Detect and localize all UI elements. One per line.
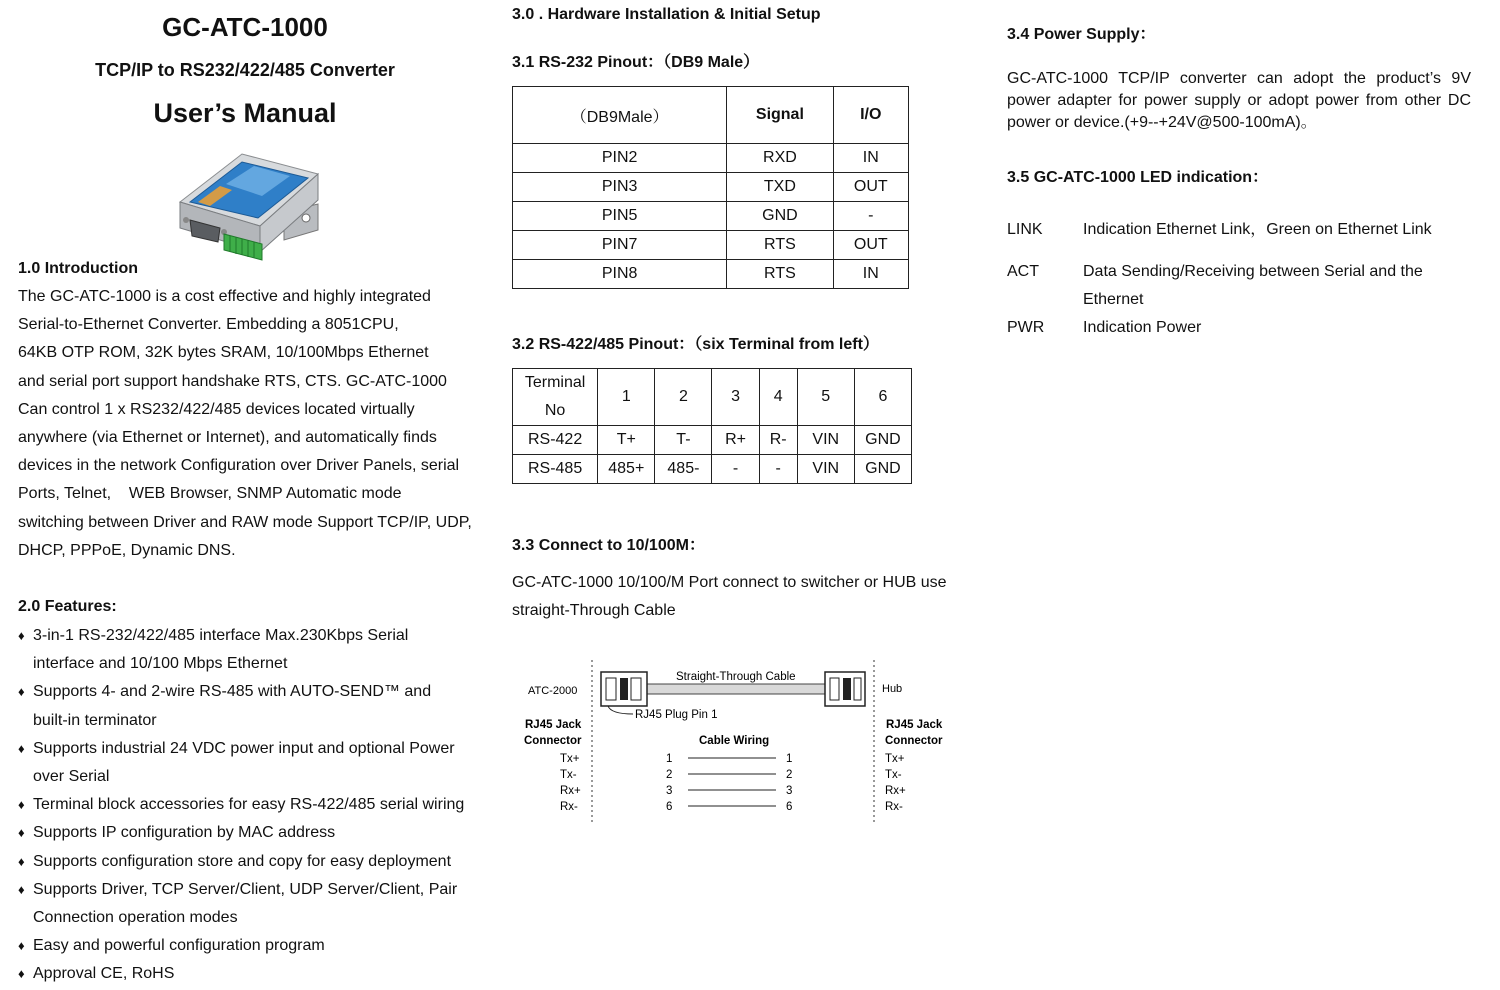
table-cell: RS-422 bbox=[513, 426, 598, 455]
table-cell: VIN bbox=[797, 426, 854, 455]
column-header: Terminal No bbox=[513, 369, 598, 426]
led-indication-heading: 3.5 GC-ATC-1000 LED indication： bbox=[1007, 169, 1269, 186]
column-header: 1 bbox=[598, 369, 655, 426]
intro-line: Ports, Telnet, WEB Browser, SNMP Automatic mode bbox=[18, 485, 402, 503]
feature-item: ♦ 3-in-1 RS-232/422/485 interface Max.230Kbps Serial interface and 10/100 Mbps Ethernet bbox=[18, 622, 488, 678]
table-row bbox=[513, 455, 912, 484]
column-header: 6 bbox=[854, 369, 911, 426]
table-cell: RS-485 bbox=[513, 455, 598, 484]
hardware-setup-heading: 3.0 . Hardware Installation & Initial Setup bbox=[512, 6, 821, 23]
left-device-label: ATC-2000 bbox=[528, 685, 578, 697]
table-cell: PIN8 bbox=[513, 260, 727, 289]
cable-label: Straight-Through Cable bbox=[676, 671, 796, 683]
right-signal-label: Tx- bbox=[885, 769, 902, 781]
document-title: GC-ATC-1000 bbox=[162, 12, 328, 42]
column-header: I/O bbox=[833, 87, 908, 144]
right-rj45-plug-icon bbox=[825, 672, 865, 706]
right-signal-label: Rx- bbox=[885, 801, 903, 813]
right-pin-number: 6 bbox=[786, 801, 793, 813]
introduction-text bbox=[18, 283, 488, 565]
left-pin-number: 1 bbox=[666, 753, 673, 765]
table-cell: VIN bbox=[797, 455, 854, 484]
rs485-pinout-table bbox=[512, 368, 912, 484]
rs485-pinout-heading: 3.2 RS-422/485 Pinout：（six Terminal from left） bbox=[512, 336, 879, 353]
left-pin-number: 3 bbox=[666, 785, 673, 797]
right-device-label: Hub bbox=[882, 683, 903, 695]
table-cell: RTS bbox=[727, 260, 833, 289]
column-header: 3 bbox=[712, 369, 759, 426]
intro-line: switching between Driver and RAW mode Support TCP/IP, UDP, bbox=[18, 513, 472, 531]
intro-line: and serial port support handshake RTS, CTS. GC-ATC-1000 bbox=[18, 372, 447, 390]
intro-line: The GC-ATC-1000 is a cost effective and highly integrated bbox=[18, 288, 431, 305]
table-cell: 485- bbox=[655, 455, 712, 484]
manual-heading: User’s Manual bbox=[153, 98, 337, 128]
feature-item: ♦ Supports IP configuration by MAC address bbox=[18, 819, 488, 847]
intro-line: devices in the network Configuration over Driver Panels, serial bbox=[18, 457, 460, 475]
led-description: Indication Power bbox=[1083, 319, 1202, 336]
column-header: Signal bbox=[727, 87, 833, 144]
left-connector-label: Connector bbox=[524, 735, 582, 747]
left-connector-label: RJ45 Jack bbox=[525, 719, 582, 731]
led-description: Indication Ethernet Link，Green on Ethernet Link bbox=[1083, 221, 1432, 238]
power-supply-heading: 3.4 Power Supply： bbox=[1007, 26, 1156, 43]
intro-line: Can control 1 x RS232/422/485 devices located virtually bbox=[18, 400, 415, 418]
cable-icon bbox=[647, 684, 825, 694]
rs232-pinout-table bbox=[512, 86, 909, 289]
table-cell: - bbox=[712, 455, 759, 484]
left-signal-label: Rx- bbox=[560, 801, 578, 813]
table-cell: TXD bbox=[727, 173, 833, 202]
left-pin-number: 2 bbox=[666, 769, 673, 781]
right-connector-label: RJ45 Jack bbox=[886, 719, 943, 731]
document-subtitle: TCP/IP to RS232/422/485 Converter bbox=[95, 60, 395, 80]
table-cell: OUT bbox=[833, 173, 908, 202]
table-cell: GND bbox=[727, 202, 833, 231]
led-key-link: LINK bbox=[1007, 221, 1043, 238]
table-cell: - bbox=[833, 202, 908, 231]
table-cell: R+ bbox=[712, 426, 759, 455]
table-cell: RXD bbox=[727, 144, 833, 173]
device-photo bbox=[176, 152, 322, 264]
left-signal-label: Rx+ bbox=[560, 785, 581, 797]
feature-item: ♦ Supports industrial 24 VDC power input and optional Power over Serial bbox=[18, 735, 488, 791]
table-cell: GND bbox=[854, 455, 911, 484]
table-header-row bbox=[513, 369, 912, 426]
table-cell: RTS bbox=[727, 231, 833, 260]
led-description: Data Sending/Receiving between Serial and the Ethernet bbox=[1083, 263, 1423, 308]
features-heading: 2.0 Features: bbox=[18, 598, 117, 615]
intro-line: DHCP, PPPoE, Dynamic DNS. bbox=[18, 541, 236, 559]
table-cell: - bbox=[759, 455, 797, 484]
right-pin-number: 3 bbox=[786, 785, 793, 797]
table-row bbox=[513, 144, 909, 173]
column-header: 5 bbox=[797, 369, 854, 426]
led-key-pwr: PWR bbox=[1007, 319, 1045, 336]
table-cell: OUT bbox=[833, 231, 908, 260]
table-cell: T- bbox=[655, 426, 712, 455]
table-row bbox=[513, 260, 909, 289]
cable-wiring-diagram bbox=[505, 656, 975, 826]
connect-heading: 3.3 Connect to 10/100M： bbox=[512, 537, 705, 554]
right-signal-label: Rx+ bbox=[885, 785, 906, 797]
plug-pin-label: RJ45 Plug Pin 1 bbox=[635, 709, 718, 721]
table-cell: T+ bbox=[598, 426, 655, 455]
feature-item: ♦ Approval CE, RoHS bbox=[18, 960, 488, 988]
left-pin-number: 6 bbox=[666, 801, 673, 813]
left-rj45-plug-icon bbox=[601, 672, 647, 706]
table-cell: 485+ bbox=[598, 455, 655, 484]
intro-line: anywhere (via Ethernet or Internet), and automatically finds bbox=[18, 429, 437, 447]
column-header: 2 bbox=[655, 369, 712, 426]
rs232-pinout-heading: 3.1 RS-232 Pinout：（DB9 Male） bbox=[512, 54, 760, 71]
feature-item: ♦ Supports 4- and 2-wire RS-485 with AUTO-SEND™ and built-in terminator bbox=[18, 678, 488, 734]
table-cell: R- bbox=[759, 426, 797, 455]
right-connector-label: Connector bbox=[885, 735, 943, 747]
table-cell: IN bbox=[833, 144, 908, 173]
connect-text: GC-ATC-1000 10/100/M Port connect to switcher or HUB use straight-Through Cable bbox=[512, 574, 947, 620]
table-row bbox=[513, 231, 909, 260]
right-signal-label: Tx+ bbox=[885, 753, 905, 765]
column-header: （DB9Male） bbox=[513, 87, 727, 144]
cable-wiring-label: Cable Wiring bbox=[699, 735, 770, 747]
right-pin-number: 2 bbox=[786, 769, 793, 781]
table-header-row bbox=[513, 87, 909, 144]
led-key-act: ACT bbox=[1007, 263, 1039, 280]
table-row bbox=[513, 426, 912, 455]
feature-item: ♦ Supports configuration store and copy for easy deployment bbox=[18, 848, 488, 876]
feature-item: ♦ Easy and powerful configuration program bbox=[18, 932, 488, 960]
feature-item: ♦ Supports Driver, TCP Server/Client, UDP Server/Client, Pair Connection operation modes bbox=[18, 876, 488, 932]
table-cell: PIN2 bbox=[513, 144, 727, 173]
intro-line: 64KB OTP ROM, 32K bytes SRAM, 10/100Mbps Ethernet bbox=[18, 344, 429, 362]
feature-item: ♦ Terminal block accessories for easy RS-422/485 serial wiring bbox=[18, 791, 488, 819]
table-cell: GND bbox=[854, 426, 911, 455]
table-cell: PIN7 bbox=[513, 231, 727, 260]
table-cell: IN bbox=[833, 260, 908, 289]
right-pin-number: 1 bbox=[786, 753, 793, 765]
table-row bbox=[513, 173, 909, 202]
table-cell: PIN3 bbox=[513, 173, 727, 202]
left-signal-label: Tx- bbox=[560, 769, 577, 781]
power-supply-text: GC-ATC-1000 TCP/IP converter can adopt the product’s 9V power adapter for power supply or adopt power from other DC power or device.(+9--+24V@500-100mA)。 bbox=[1007, 70, 1471, 131]
column-header: 4 bbox=[759, 369, 797, 426]
left-signal-label: Tx+ bbox=[560, 753, 580, 765]
introduction-heading: 1.0 Introduction bbox=[18, 260, 138, 277]
table-cell: PIN5 bbox=[513, 202, 727, 231]
intro-line: Serial-to-Ethernet Converter. Embedding a 8051CPU, bbox=[18, 316, 399, 334]
table-row bbox=[513, 202, 909, 231]
features-list bbox=[18, 622, 488, 989]
